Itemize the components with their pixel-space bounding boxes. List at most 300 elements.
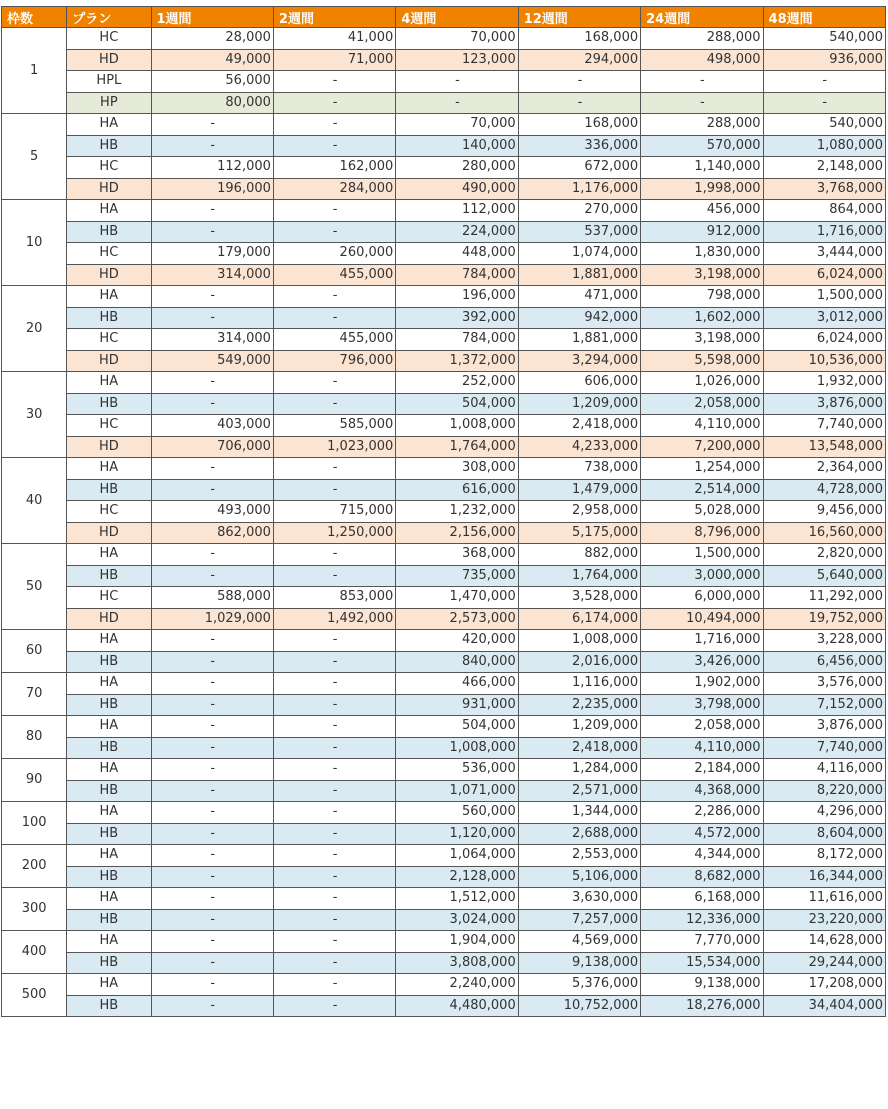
plan-cell: HB (67, 995, 151, 1017)
table-header (2, 7, 886, 28)
price-cell: 2,573,000 (396, 608, 518, 630)
price-cell: 336,000 (518, 135, 640, 157)
price-cell: 168,000 (518, 28, 640, 50)
price-cell: 270,000 (518, 200, 640, 222)
price-cell: 3,768,000 (763, 178, 885, 200)
price-cell: - (273, 802, 395, 824)
price-cell: 123,000 (396, 49, 518, 71)
frame-count-cell: 400 (2, 931, 67, 974)
header-48-weeks: 48週間 (763, 7, 885, 28)
frame-count-cell: 100 (2, 802, 67, 845)
price-cell: - (273, 307, 395, 329)
table-row (2, 49, 886, 71)
price-cell: 1,284,000 (518, 759, 640, 781)
price-cell: - (273, 931, 395, 953)
header-2-weeks: 2週間 (273, 7, 395, 28)
price-cell: 840,000 (396, 651, 518, 673)
price-cell: - (273, 974, 395, 996)
price-cell: - (641, 71, 763, 93)
price-cell: 1,344,000 (518, 802, 640, 824)
price-cell: 8,682,000 (641, 866, 763, 888)
price-cell: - (273, 673, 395, 695)
plan-cell: HD (67, 436, 151, 458)
price-cell: 7,257,000 (518, 909, 640, 931)
price-cell: 8,172,000 (763, 845, 885, 867)
price-cell: - (151, 694, 273, 716)
price-cell: 3,012,000 (763, 307, 885, 329)
price-cell: 1,023,000 (273, 436, 395, 458)
price-cell: - (151, 651, 273, 673)
price-cell: 540,000 (763, 114, 885, 136)
price-cell: 1,071,000 (396, 780, 518, 802)
price-cell: 1,176,000 (518, 178, 640, 200)
table-row (2, 393, 886, 415)
price-cell: 1,881,000 (518, 329, 640, 351)
price-cell: - (273, 759, 395, 781)
table-row (2, 28, 886, 50)
price-cell: 71,000 (273, 49, 395, 71)
table-row (2, 415, 886, 437)
price-cell: 196,000 (396, 286, 518, 308)
price-cell: 536,000 (396, 759, 518, 781)
price-cell: 179,000 (151, 243, 273, 265)
price-cell: 490,000 (396, 178, 518, 200)
plan-cell: HA (67, 716, 151, 738)
frame-count-cell: 20 (2, 286, 67, 372)
price-cell: - (273, 544, 395, 566)
price-cell: 5,106,000 (518, 866, 640, 888)
plan-cell: HA (67, 931, 151, 953)
price-cell: - (273, 716, 395, 738)
price-cell: 2,058,000 (641, 716, 763, 738)
plan-cell: HA (67, 974, 151, 996)
table-row (2, 544, 886, 566)
price-cell: 1,254,000 (641, 458, 763, 480)
price-cell: 288,000 (641, 114, 763, 136)
price-cell: 606,000 (518, 372, 640, 394)
price-cell: 1,479,000 (518, 479, 640, 501)
table-row (2, 780, 886, 802)
price-cell: - (151, 630, 273, 652)
price-cell: 1,372,000 (396, 350, 518, 372)
price-cell: - (273, 737, 395, 759)
price-cell: 735,000 (396, 565, 518, 587)
price-cell: 3,876,000 (763, 716, 885, 738)
price-cell: - (151, 479, 273, 501)
price-cell: 1,492,000 (273, 608, 395, 630)
header-12-weeks: 12週間 (518, 7, 640, 28)
price-cell: - (273, 995, 395, 1017)
price-cell: 1,008,000 (518, 630, 640, 652)
price-cell: 19,752,000 (763, 608, 885, 630)
table-row (2, 114, 886, 136)
price-cell: 34,404,000 (763, 995, 885, 1017)
price-cell: 2,058,000 (641, 393, 763, 415)
plan-cell: HB (67, 823, 151, 845)
price-cell: - (273, 200, 395, 222)
table-row (2, 436, 886, 458)
price-cell: 392,000 (396, 307, 518, 329)
price-cell: - (151, 974, 273, 996)
price-cell: 4,110,000 (641, 737, 763, 759)
price-cell: 798,000 (641, 286, 763, 308)
price-cell: - (763, 92, 885, 114)
price-cell: - (273, 135, 395, 157)
price-cell: 112,000 (396, 200, 518, 222)
header-plan: プラン (67, 7, 151, 28)
plan-cell: HD (67, 178, 151, 200)
frame-count-cell: 90 (2, 759, 67, 802)
price-cell: 616,000 (396, 479, 518, 501)
price-cell: 1,998,000 (641, 178, 763, 200)
price-cell: 784,000 (396, 264, 518, 286)
price-cell: 4,296,000 (763, 802, 885, 824)
table-row (2, 737, 886, 759)
table-row (2, 866, 886, 888)
price-cell: 11,292,000 (763, 587, 885, 609)
plan-cell: HD (67, 350, 151, 372)
price-cell: - (151, 802, 273, 824)
price-cell: 455,000 (273, 329, 395, 351)
price-cell: - (151, 135, 273, 157)
price-cell: - (151, 759, 273, 781)
price-cell: 1,500,000 (641, 544, 763, 566)
price-cell: 912,000 (641, 221, 763, 243)
price-cell: 196,000 (151, 178, 273, 200)
price-cell: - (151, 114, 273, 136)
price-cell: - (273, 952, 395, 974)
price-cell: - (396, 92, 518, 114)
price-cell: 6,174,000 (518, 608, 640, 630)
price-cell: 1,064,000 (396, 845, 518, 867)
plan-cell: HC (67, 243, 151, 265)
price-cell: 3,228,000 (763, 630, 885, 652)
table-row (2, 651, 886, 673)
plan-cell: HD (67, 522, 151, 544)
table-row (2, 200, 886, 222)
price-cell: - (518, 71, 640, 93)
price-cell: 18,276,000 (641, 995, 763, 1017)
price-cell: 588,000 (151, 587, 273, 609)
price-cell: 224,000 (396, 221, 518, 243)
price-cell: - (273, 372, 395, 394)
table-row (2, 630, 886, 652)
table-row (2, 221, 886, 243)
price-cell: - (273, 780, 395, 802)
price-cell: - (641, 92, 763, 114)
price-cell: 1,209,000 (518, 393, 640, 415)
plan-cell: HA (67, 458, 151, 480)
price-cell: 284,000 (273, 178, 395, 200)
price-cell: - (151, 780, 273, 802)
price-cell: 784,000 (396, 329, 518, 351)
price-cell: 2,364,000 (763, 458, 885, 480)
price-cell: 1,008,000 (396, 737, 518, 759)
price-cell: 29,244,000 (763, 952, 885, 974)
price-cell: 1,830,000 (641, 243, 763, 265)
price-cell: 420,000 (396, 630, 518, 652)
price-cell: 6,000,000 (641, 587, 763, 609)
price-cell: 456,000 (641, 200, 763, 222)
price-cell: 1,470,000 (396, 587, 518, 609)
plan-cell: HA (67, 114, 151, 136)
price-cell: 4,368,000 (641, 780, 763, 802)
frame-count-cell: 200 (2, 845, 67, 888)
price-cell: 288,000 (641, 28, 763, 50)
price-cell: 1,232,000 (396, 501, 518, 523)
price-cell: 1,250,000 (273, 522, 395, 544)
price-cell: 7,152,000 (763, 694, 885, 716)
price-cell: 931,000 (396, 694, 518, 716)
price-cell: - (273, 458, 395, 480)
plan-cell: HA (67, 673, 151, 695)
frame-count-cell: 40 (2, 458, 67, 544)
price-cell: 168,000 (518, 114, 640, 136)
price-cell: 493,000 (151, 501, 273, 523)
price-cell: 1,902,000 (641, 673, 763, 695)
frame-count-cell: 80 (2, 716, 67, 759)
price-cell: - (273, 651, 395, 673)
plan-cell: HB (67, 221, 151, 243)
price-cell: 1,120,000 (396, 823, 518, 845)
price-cell: 9,456,000 (763, 501, 885, 523)
price-cell: - (151, 952, 273, 974)
price-cell: 162,000 (273, 157, 395, 179)
price-cell: 864,000 (763, 200, 885, 222)
frame-count-cell: 300 (2, 888, 67, 931)
plan-cell: HB (67, 780, 151, 802)
price-cell: 1,029,000 (151, 608, 273, 630)
price-cell: 1,026,000 (641, 372, 763, 394)
plan-cell: HPL (67, 71, 151, 93)
frame-count-cell: 500 (2, 974, 67, 1017)
price-cell: 471,000 (518, 286, 640, 308)
price-cell: 936,000 (763, 49, 885, 71)
price-cell: - (273, 823, 395, 845)
price-cell: - (273, 221, 395, 243)
price-cell: - (273, 888, 395, 910)
price-cell: 7,200,000 (641, 436, 763, 458)
price-cell: 3,630,000 (518, 888, 640, 910)
table-row (2, 909, 886, 931)
header-4-weeks: 4週間 (396, 7, 518, 28)
price-cell: - (151, 372, 273, 394)
plan-cell: HA (67, 544, 151, 566)
price-cell: 2,235,000 (518, 694, 640, 716)
plan-cell: HP (67, 92, 151, 114)
price-cell: - (273, 393, 395, 415)
table-row (2, 759, 886, 781)
price-cell: 942,000 (518, 307, 640, 329)
price-cell: - (273, 694, 395, 716)
price-cell: - (273, 845, 395, 867)
price-cell: 2,571,000 (518, 780, 640, 802)
price-cell: - (151, 888, 273, 910)
price-cell: 3,876,000 (763, 393, 885, 415)
table-row (2, 845, 886, 867)
table-row (2, 716, 886, 738)
header-row (2, 7, 886, 28)
price-cell: 706,000 (151, 436, 273, 458)
price-cell: 540,000 (763, 28, 885, 50)
price-cell: 2,128,000 (396, 866, 518, 888)
table-row (2, 243, 886, 265)
price-cell: 260,000 (273, 243, 395, 265)
price-cell: 3,000,000 (641, 565, 763, 587)
price-cell: - (151, 673, 273, 695)
price-cell: 455,000 (273, 264, 395, 286)
price-cell: 1,932,000 (763, 372, 885, 394)
price-cell: 2,418,000 (518, 415, 640, 437)
price-cell: 8,604,000 (763, 823, 885, 845)
table-row (2, 802, 886, 824)
price-cell: 1,008,000 (396, 415, 518, 437)
table-row (2, 135, 886, 157)
price-cell: 498,000 (641, 49, 763, 71)
price-cell: 6,024,000 (763, 329, 885, 351)
table-row (2, 952, 886, 974)
price-cell: - (273, 114, 395, 136)
frame-count-cell: 10 (2, 200, 67, 286)
price-cell: 7,770,000 (641, 931, 763, 953)
price-cell: 49,000 (151, 49, 273, 71)
price-cell: 715,000 (273, 501, 395, 523)
price-cell: 3,528,000 (518, 587, 640, 609)
price-cell: 1,904,000 (396, 931, 518, 953)
price-cell: 9,138,000 (518, 952, 640, 974)
plan-cell: HB (67, 393, 151, 415)
plan-cell: HB (67, 651, 151, 673)
price-cell: 3,198,000 (641, 264, 763, 286)
price-cell: 4,116,000 (763, 759, 885, 781)
price-table (1, 6, 886, 1017)
table-row (2, 694, 886, 716)
price-cell: 853,000 (273, 587, 395, 609)
price-cell: 10,494,000 (641, 608, 763, 630)
price-cell: - (151, 286, 273, 308)
table-row (2, 286, 886, 308)
price-cell: - (151, 909, 273, 931)
price-cell: 23,220,000 (763, 909, 885, 931)
plan-cell: HB (67, 307, 151, 329)
plan-cell: HA (67, 759, 151, 781)
price-cell: - (151, 458, 273, 480)
price-cell: 1,116,000 (518, 673, 640, 695)
price-cell: - (273, 630, 395, 652)
plan-cell: HC (67, 157, 151, 179)
price-cell: 6,168,000 (641, 888, 763, 910)
price-cell: - (273, 909, 395, 931)
price-cell: 1,764,000 (396, 436, 518, 458)
price-cell: 70,000 (396, 114, 518, 136)
table-row (2, 608, 886, 630)
price-cell: 4,110,000 (641, 415, 763, 437)
table-row (2, 264, 886, 286)
plan-cell: HC (67, 329, 151, 351)
plan-cell: HB (67, 737, 151, 759)
header-1-week: 1週間 (151, 7, 273, 28)
table-row (2, 522, 886, 544)
price-cell: 2,184,000 (641, 759, 763, 781)
table-row (2, 178, 886, 200)
table-row (2, 458, 886, 480)
table-row (2, 329, 886, 351)
price-cell: 80,000 (151, 92, 273, 114)
price-cell: 10,536,000 (763, 350, 885, 372)
price-cell: 3,294,000 (518, 350, 640, 372)
table-row (2, 71, 886, 93)
price-cell: 56,000 (151, 71, 273, 93)
price-cell: 13,548,000 (763, 436, 885, 458)
frame-count-cell: 1 (2, 28, 67, 114)
price-cell: 6,456,000 (763, 651, 885, 673)
plan-cell: HC (67, 501, 151, 523)
price-cell: 1,716,000 (763, 221, 885, 243)
price-cell: 4,572,000 (641, 823, 763, 845)
price-cell: 3,024,000 (396, 909, 518, 931)
price-cell: - (151, 200, 273, 222)
price-cell: 1,140,000 (641, 157, 763, 179)
price-cell: - (763, 71, 885, 93)
table-row (2, 974, 886, 996)
price-cell: 3,444,000 (763, 243, 885, 265)
price-cell: - (151, 307, 273, 329)
price-cell: 41,000 (273, 28, 395, 50)
price-cell: - (151, 221, 273, 243)
price-cell: 7,740,000 (763, 415, 885, 437)
price-cell: - (151, 393, 273, 415)
price-cell: 504,000 (396, 716, 518, 738)
price-cell: 5,376,000 (518, 974, 640, 996)
table-row (2, 823, 886, 845)
plan-cell: HC (67, 28, 151, 50)
price-cell: 1,074,000 (518, 243, 640, 265)
plan-cell: HD (67, 264, 151, 286)
price-cell: 862,000 (151, 522, 273, 544)
price-cell: 4,233,000 (518, 436, 640, 458)
price-cell: 466,000 (396, 673, 518, 695)
price-cell: - (151, 565, 273, 587)
price-cell: 10,752,000 (518, 995, 640, 1017)
price-cell: 140,000 (396, 135, 518, 157)
price-cell: 1,764,000 (518, 565, 640, 587)
price-cell: 2,286,000 (641, 802, 763, 824)
price-cell: 3,198,000 (641, 329, 763, 351)
price-cell: 314,000 (151, 264, 273, 286)
price-cell: 1,512,000 (396, 888, 518, 910)
header-24-weeks: 24週間 (641, 7, 763, 28)
price-cell: - (396, 71, 518, 93)
table-row (2, 479, 886, 501)
price-cell: 14,628,000 (763, 931, 885, 953)
plan-cell: HD (67, 49, 151, 71)
plan-cell: HB (67, 479, 151, 501)
price-cell: 6,024,000 (763, 264, 885, 286)
price-cell: 2,820,000 (763, 544, 885, 566)
price-cell: - (151, 931, 273, 953)
table-row (2, 888, 886, 910)
price-cell: 5,640,000 (763, 565, 885, 587)
table-row (2, 565, 886, 587)
price-cell: 2,688,000 (518, 823, 640, 845)
price-cell: 4,728,000 (763, 479, 885, 501)
price-cell: 4,569,000 (518, 931, 640, 953)
frame-count-cell: 5 (2, 114, 67, 200)
frame-count-cell: 50 (2, 544, 67, 630)
price-cell: 570,000 (641, 135, 763, 157)
table-row (2, 501, 886, 523)
price-cell: - (151, 823, 273, 845)
